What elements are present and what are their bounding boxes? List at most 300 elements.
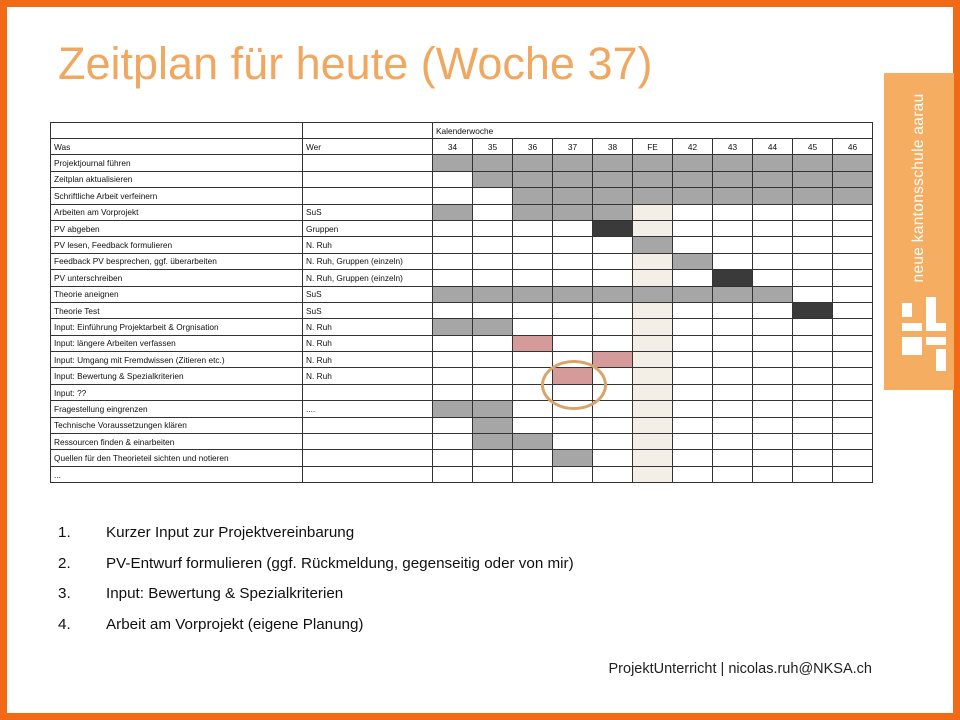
week-cell — [513, 253, 553, 269]
week-cell — [793, 155, 833, 171]
task-owner — [303, 417, 433, 433]
list-item — [58, 585, 574, 616]
week-cell — [833, 302, 873, 318]
week-cell — [833, 220, 873, 236]
step-number: 2. — [58, 554, 71, 572]
week-cell — [713, 417, 753, 433]
task-owner — [303, 171, 433, 187]
week-cell — [833, 155, 873, 171]
week-cell — [753, 417, 793, 433]
week-cell — [513, 335, 553, 351]
week-cell — [553, 171, 593, 187]
table-row — [51, 302, 873, 318]
week-cell — [433, 434, 473, 450]
task-owner: N. Ruh, Gruppen (einzeln) — [303, 253, 433, 269]
task-name: Technische Voraussetzungen klären — [51, 417, 303, 433]
week-cell — [633, 368, 673, 384]
empty-cell — [51, 123, 303, 139]
week-cell — [593, 204, 633, 220]
school-logo-icon — [902, 297, 946, 371]
table-row — [51, 417, 873, 433]
week-cell — [593, 286, 633, 302]
week-cell — [833, 401, 873, 417]
step-list — [58, 524, 574, 646]
week-cell — [593, 220, 633, 236]
table-row — [51, 286, 873, 302]
week-cell — [713, 253, 753, 269]
week-cell — [633, 286, 673, 302]
step-text: Input: Bewertung & Spezialkriterien — [106, 585, 344, 602]
calendar-header-row — [51, 123, 873, 139]
week-cell — [633, 450, 673, 466]
week-cell — [553, 286, 593, 302]
week-cell — [593, 237, 633, 253]
week-cell — [793, 466, 833, 482]
week-cell — [673, 352, 713, 368]
week-cell — [473, 450, 513, 466]
week-cell — [633, 204, 673, 220]
week-cell — [753, 352, 793, 368]
schedule-table — [50, 122, 873, 483]
week-cell — [633, 417, 673, 433]
week-cell — [633, 237, 673, 253]
week-cell — [833, 171, 873, 187]
week-cell — [753, 171, 793, 187]
week-cell — [633, 466, 673, 482]
task-owner: N. Ruh, Gruppen (einzeln) — [303, 270, 433, 286]
week-cell — [673, 253, 713, 269]
week-cell — [433, 335, 473, 351]
task-owner — [303, 434, 433, 450]
task-name: Arbeiten am Vorprojekt — [51, 204, 303, 220]
week-cell — [793, 286, 833, 302]
week-cell — [793, 188, 833, 204]
week-cell — [673, 204, 713, 220]
week-cell — [473, 434, 513, 450]
week-cell — [753, 401, 793, 417]
week-cell — [673, 401, 713, 417]
week-cell — [793, 237, 833, 253]
week-header: 42 — [673, 139, 713, 155]
task-name: Input: längere Arbeiten verfassen — [51, 335, 303, 351]
table-row — [51, 384, 873, 400]
task-name: Schriftliche Arbeit verfeinern — [51, 188, 303, 204]
week-cell — [833, 204, 873, 220]
week-cell — [473, 319, 513, 335]
week-cell — [753, 270, 793, 286]
week-cell — [633, 434, 673, 450]
week-cell — [753, 434, 793, 450]
week-cell — [833, 286, 873, 302]
week-cell — [433, 253, 473, 269]
week-cell — [833, 368, 873, 384]
week-cell — [433, 286, 473, 302]
table-row — [51, 237, 873, 253]
week-cell — [553, 450, 593, 466]
week-cell — [553, 220, 593, 236]
week-cell — [433, 188, 473, 204]
week-cell — [753, 466, 793, 482]
week-cell — [753, 220, 793, 236]
week-cell — [513, 204, 553, 220]
week-cell — [673, 434, 713, 450]
task-name: Quellen für den Theorieteil sichten und notieren — [51, 450, 303, 466]
week-header: 37 — [553, 139, 593, 155]
week-cell — [553, 319, 593, 335]
week-cell — [833, 352, 873, 368]
week-cell — [513, 401, 553, 417]
week-cell — [753, 204, 793, 220]
week-cell — [473, 466, 513, 482]
week-cell — [433, 450, 473, 466]
task-owner: Gruppen — [303, 220, 433, 236]
highlight-circle — [541, 360, 607, 410]
task-name: Input: Umgang mit Fremdwissen (Zitieren etc.) — [51, 352, 303, 368]
week-cell — [473, 270, 513, 286]
week-cell — [553, 302, 593, 318]
week-cell — [713, 352, 753, 368]
week-header: 35 — [473, 139, 513, 155]
week-cell — [593, 401, 633, 417]
step-text: Arbeit am Vorprojekt (eigene Planung) — [106, 615, 364, 633]
week-cell — [593, 335, 633, 351]
task-owner: SuS — [303, 204, 433, 220]
week-cell — [833, 384, 873, 400]
week-cell — [833, 188, 873, 204]
week-cell — [513, 220, 553, 236]
week-cell — [713, 434, 753, 450]
week-cell — [633, 384, 673, 400]
week-cell — [513, 434, 553, 450]
week-cell — [633, 270, 673, 286]
week-cell — [553, 466, 593, 482]
week-cell — [433, 319, 473, 335]
table-row — [51, 253, 873, 269]
week-cell — [793, 335, 833, 351]
week-cell — [473, 401, 513, 417]
week-cell — [593, 352, 633, 368]
week-cell — [713, 188, 753, 204]
week-cell — [633, 319, 673, 335]
week-cell — [793, 417, 833, 433]
week-cell — [433, 368, 473, 384]
week-cell — [473, 204, 513, 220]
week-cell — [713, 237, 753, 253]
week-cell — [673, 335, 713, 351]
task-owner: SuS — [303, 302, 433, 318]
week-header: 38 — [593, 139, 633, 155]
week-cell — [713, 335, 753, 351]
week-cell — [833, 466, 873, 482]
week-cell — [513, 466, 553, 482]
table-row — [51, 155, 873, 171]
week-cell — [593, 302, 633, 318]
week-cell — [753, 384, 793, 400]
week-cell — [673, 450, 713, 466]
week-cell — [793, 450, 833, 466]
week-cell — [673, 171, 713, 187]
week-cell — [433, 466, 473, 482]
week-cell — [513, 270, 553, 286]
week-cell — [473, 286, 513, 302]
list-item — [58, 524, 574, 555]
table-row — [51, 401, 873, 417]
week-cell — [713, 220, 753, 236]
week-cell — [753, 253, 793, 269]
task-owner: SuS — [303, 286, 433, 302]
week-cell — [753, 188, 793, 204]
week-cell — [473, 384, 513, 400]
week-cell — [753, 368, 793, 384]
week-cell — [793, 253, 833, 269]
column-header-row — [51, 139, 873, 155]
week-cell — [433, 417, 473, 433]
week-cell — [593, 155, 633, 171]
week-cell — [433, 352, 473, 368]
week-cell — [553, 237, 593, 253]
week-cell — [713, 204, 753, 220]
week-cell — [673, 368, 713, 384]
week-cell — [513, 319, 553, 335]
week-cell — [833, 434, 873, 450]
table-row — [51, 450, 873, 466]
week-cell — [793, 319, 833, 335]
week-cell — [753, 302, 793, 318]
task-name: Projektjournal führen — [51, 155, 303, 171]
table-row — [51, 188, 873, 204]
week-cell — [713, 368, 753, 384]
week-cell — [633, 155, 673, 171]
week-cell — [513, 352, 553, 368]
week-cell — [553, 417, 593, 433]
week-cell — [593, 434, 633, 450]
week-cell — [633, 335, 673, 351]
week-cell — [713, 171, 753, 187]
week-cell — [553, 434, 593, 450]
week-cell — [433, 155, 473, 171]
list-item — [58, 616, 574, 647]
week-cell — [793, 270, 833, 286]
week-cell — [793, 434, 833, 450]
week-cell — [793, 368, 833, 384]
week-cell — [713, 466, 753, 482]
task-owner: N. Ruh — [303, 335, 433, 351]
week-cell — [673, 237, 713, 253]
week-cell — [433, 384, 473, 400]
week-header: 45 — [793, 139, 833, 155]
task-name: Input: ?? — [51, 384, 303, 400]
task-owner: N. Ruh — [303, 319, 433, 335]
week-cell — [633, 220, 673, 236]
week-cell — [633, 171, 673, 187]
table-row — [51, 368, 873, 384]
week-cell — [833, 319, 873, 335]
week-cell — [473, 220, 513, 236]
week-header: 46 — [833, 139, 873, 155]
table-row — [51, 319, 873, 335]
week-cell — [713, 270, 753, 286]
week-cell — [633, 302, 673, 318]
week-cell — [673, 417, 713, 433]
week-cell — [553, 155, 593, 171]
week-cell — [713, 384, 753, 400]
week-cell — [433, 237, 473, 253]
week-cell — [513, 302, 553, 318]
week-cell — [553, 204, 593, 220]
task-owner: .... — [303, 401, 433, 417]
task-name: Fragestellung eingrenzen — [51, 401, 303, 417]
week-cell — [553, 335, 593, 351]
week-cell — [513, 237, 553, 253]
week-cell — [833, 417, 873, 433]
week-cell — [553, 270, 593, 286]
week-cell — [473, 188, 513, 204]
week-cell — [433, 401, 473, 417]
week-cell — [553, 188, 593, 204]
week-cell — [713, 302, 753, 318]
table-row — [51, 466, 873, 482]
week-cell — [793, 352, 833, 368]
week-cell — [633, 352, 673, 368]
task-name: Feedback PV besprechen, ggf. überarbeiten — [51, 253, 303, 269]
week-cell — [673, 319, 713, 335]
week-cell — [793, 384, 833, 400]
week-cell — [833, 237, 873, 253]
task-name: Ressourcen finden & einarbeiten — [51, 434, 303, 450]
week-cell — [593, 188, 633, 204]
week-cell — [433, 302, 473, 318]
week-cell — [673, 384, 713, 400]
week-cell — [793, 171, 833, 187]
task-name: Input: Bewertung & Spezialkriterien — [51, 368, 303, 384]
week-cell — [513, 417, 553, 433]
week-cell — [833, 450, 873, 466]
task-owner: N. Ruh — [303, 368, 433, 384]
task-name: PV lesen, Feedback formulieren — [51, 237, 303, 253]
week-header: 36 — [513, 139, 553, 155]
table-row — [51, 171, 873, 187]
week-cell — [433, 204, 473, 220]
task-owner — [303, 188, 433, 204]
table-row — [51, 434, 873, 450]
week-cell — [473, 335, 513, 351]
step-text: Kurzer Input zur Projektvereinbarung — [106, 524, 355, 541]
week-cell — [593, 450, 633, 466]
week-cell — [673, 270, 713, 286]
task-name: PV abgeben — [51, 220, 303, 236]
week-cell — [473, 368, 513, 384]
week-cell — [713, 401, 753, 417]
week-cell — [473, 352, 513, 368]
week-header: 44 — [753, 139, 793, 155]
week-cell — [713, 319, 753, 335]
table-row — [51, 352, 873, 368]
list-item — [58, 555, 574, 586]
calendar-week-label: Kalenderwoche — [433, 123, 873, 139]
week-cell — [433, 220, 473, 236]
week-cell — [753, 335, 793, 351]
week-cell — [713, 286, 753, 302]
week-cell — [473, 302, 513, 318]
week-cell — [553, 253, 593, 269]
week-cell — [513, 155, 553, 171]
week-cell — [793, 401, 833, 417]
task-name: Zeitplan aktualisieren — [51, 171, 303, 187]
week-cell — [593, 417, 633, 433]
week-cell — [513, 188, 553, 204]
week-cell — [753, 155, 793, 171]
week-cell — [713, 450, 753, 466]
week-cell — [513, 171, 553, 187]
week-cell — [593, 466, 633, 482]
col-header-was: Was — [51, 139, 303, 155]
week-cell — [753, 286, 793, 302]
week-cell — [673, 188, 713, 204]
week-cell — [473, 155, 513, 171]
slide-title: Zeitplan für heute (Woche 37) — [58, 38, 653, 89]
table-row — [51, 335, 873, 351]
table-row — [51, 220, 873, 236]
week-cell — [753, 319, 793, 335]
footer-credit: ProjektUnterricht | nicolas.ruh@NKSA.ch — [608, 661, 872, 677]
week-cell — [593, 270, 633, 286]
empty-cell — [303, 123, 433, 139]
week-cell — [793, 220, 833, 236]
task-name: Theorie Test — [51, 302, 303, 318]
week-cell — [833, 253, 873, 269]
week-cell — [513, 286, 553, 302]
week-cell — [593, 171, 633, 187]
table-row — [51, 270, 873, 286]
week-header: 34 — [433, 139, 473, 155]
task-owner — [303, 384, 433, 400]
task-name: ... — [51, 466, 303, 482]
week-cell — [673, 466, 713, 482]
week-cell — [633, 188, 673, 204]
task-owner — [303, 155, 433, 171]
week-cell — [593, 253, 633, 269]
task-owner: N. Ruh — [303, 352, 433, 368]
week-cell — [473, 171, 513, 187]
table-row — [51, 204, 873, 220]
week-cell — [753, 450, 793, 466]
step-number: 4. — [58, 615, 71, 633]
week-cell — [793, 204, 833, 220]
week-cell — [473, 253, 513, 269]
week-cell — [633, 253, 673, 269]
week-cell — [833, 270, 873, 286]
brand-text: neue kantonsschule aarau — [910, 93, 927, 283]
week-cell — [633, 401, 673, 417]
week-cell — [673, 155, 713, 171]
week-cell — [793, 302, 833, 318]
task-name: PV unterschreiben — [51, 270, 303, 286]
week-cell — [433, 270, 473, 286]
task-name: Theorie aneignen — [51, 286, 303, 302]
step-number: 1. — [58, 524, 71, 541]
task-name: Input: Einführung Projektarbeit & Orgnisation — [51, 319, 303, 335]
week-cell — [433, 171, 473, 187]
week-header: FE — [633, 139, 673, 155]
week-cell — [753, 237, 793, 253]
task-owner — [303, 466, 433, 482]
week-cell — [473, 237, 513, 253]
col-header-wer: Wer — [303, 139, 433, 155]
week-cell — [713, 155, 753, 171]
week-cell — [673, 286, 713, 302]
week-cell — [673, 302, 713, 318]
task-owner: N. Ruh — [303, 237, 433, 253]
